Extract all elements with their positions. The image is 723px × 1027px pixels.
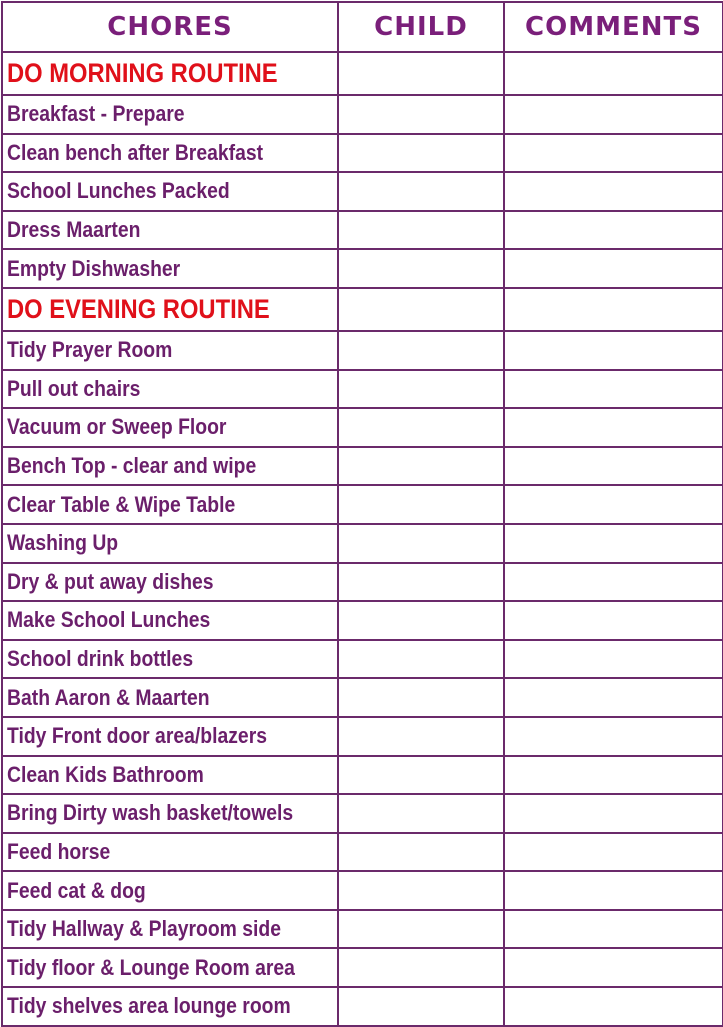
chore-label-text: Dry & put away dishes	[7, 568, 214, 594]
child-cell[interactable]	[338, 370, 504, 409]
child-cell[interactable]	[338, 678, 504, 717]
chore-label	[2, 640, 338, 679]
child-cell[interactable]	[338, 524, 504, 563]
child-cell[interactable]	[338, 331, 504, 370]
header-chores: CHORES	[2, 2, 338, 52]
chore-label	[2, 678, 338, 717]
child-cell[interactable]	[338, 871, 504, 910]
comments-cell[interactable]	[504, 485, 723, 524]
chore-label	[2, 408, 338, 447]
chore-label	[2, 524, 338, 563]
chore-label	[2, 563, 338, 602]
chore-row	[2, 524, 723, 563]
chore-row	[2, 678, 723, 717]
chore-label-text: Clear Table & Wipe Table	[7, 491, 236, 517]
chore-label	[2, 717, 338, 756]
chore-row	[2, 134, 723, 173]
chore-label	[2, 987, 338, 1026]
child-cell[interactable]	[338, 794, 504, 833]
chore-label-text: Clean Kids Bathroom	[7, 761, 204, 787]
chore-row	[2, 485, 723, 524]
child-cell[interactable]	[338, 288, 504, 331]
chore-row	[2, 948, 723, 987]
chore-label-text: Tidy Prayer Room	[7, 337, 173, 363]
comments-cell[interactable]	[504, 172, 723, 211]
chore-label-text: Tidy shelves area lounge room	[7, 993, 291, 1019]
child-cell[interactable]	[338, 211, 504, 250]
chore-label-text: Empty Dishwasher	[7, 255, 181, 281]
comments-cell[interactable]	[504, 987, 723, 1026]
section-label-text: DO MORNING ROUTINE	[7, 58, 278, 88]
comments-cell[interactable]	[504, 524, 723, 563]
comments-cell[interactable]	[504, 601, 723, 640]
chore-label	[2, 331, 338, 370]
child-cell[interactable]	[338, 249, 504, 288]
comments-cell[interactable]	[504, 134, 723, 173]
child-cell[interactable]	[338, 485, 504, 524]
comments-cell[interactable]	[504, 678, 723, 717]
chore-row	[2, 987, 723, 1026]
comments-cell[interactable]	[504, 871, 723, 910]
comments-cell[interactable]	[504, 288, 723, 331]
chore-label	[2, 485, 338, 524]
comments-cell[interactable]	[504, 833, 723, 872]
chore-row	[2, 910, 723, 949]
chore-label-text: Breakfast - Prepare	[7, 101, 185, 127]
chore-label-text: Tidy Hallway & Playroom side	[7, 916, 282, 942]
chore-label	[2, 172, 338, 211]
comments-cell[interactable]	[504, 408, 723, 447]
chore-label-text: Pull out chairs	[7, 375, 141, 401]
chore-label-text: Washing Up	[7, 530, 119, 556]
chore-row	[2, 408, 723, 447]
chore-label-text: Dress Maarten	[7, 217, 141, 243]
comments-cell[interactable]	[504, 640, 723, 679]
comments-cell[interactable]	[504, 249, 723, 288]
chore-label	[2, 871, 338, 910]
child-cell[interactable]	[338, 408, 504, 447]
chore-row	[2, 95, 723, 134]
comments-cell[interactable]	[504, 717, 723, 756]
chore-label-text: Vacuum or Sweep Floor	[7, 414, 227, 440]
chore-row	[2, 794, 723, 833]
chore-row	[2, 833, 723, 872]
chore-label	[2, 249, 338, 288]
chore-label-text: School drink bottles	[7, 646, 194, 672]
header-comments: COMMENTS	[504, 2, 723, 52]
comments-cell[interactable]	[504, 447, 723, 486]
chore-label	[2, 95, 338, 134]
comments-cell[interactable]	[504, 370, 723, 409]
child-cell[interactable]	[338, 447, 504, 486]
section-label	[2, 288, 338, 331]
child-cell[interactable]	[338, 987, 504, 1026]
chore-label	[2, 134, 338, 173]
chore-row	[2, 717, 723, 756]
section-label-text: DO EVENING ROUTINE	[7, 293, 270, 324]
chore-row	[2, 871, 723, 910]
chore-row	[2, 447, 723, 486]
chore-row	[2, 249, 723, 288]
child-cell[interactable]	[338, 563, 504, 602]
chore-label-text: Bath Aaron & Maarten	[7, 684, 210, 710]
chore-label-text: Feed cat & dog	[7, 877, 146, 903]
section-label	[2, 52, 338, 95]
comments-cell[interactable]	[504, 52, 723, 95]
chore-label-text: Bring Dirty wash basket/towels	[7, 800, 294, 826]
comments-cell[interactable]	[504, 948, 723, 987]
chore-row	[2, 172, 723, 211]
chore-row	[2, 601, 723, 640]
chore-label	[2, 948, 338, 987]
chore-label-text: Make School Lunches	[7, 607, 211, 633]
child-cell[interactable]	[338, 756, 504, 795]
chore-row	[2, 331, 723, 370]
comments-cell[interactable]	[504, 331, 723, 370]
header-row	[2, 2, 723, 52]
child-cell[interactable]	[338, 95, 504, 134]
chore-label	[2, 910, 338, 949]
chore-label	[2, 794, 338, 833]
chore-row	[2, 756, 723, 795]
chore-label	[2, 211, 338, 250]
chore-label-text: School Lunches Packed	[7, 178, 230, 204]
chore-label-text: Tidy floor & Lounge Room area	[7, 954, 295, 980]
comments-cell[interactable]	[504, 211, 723, 250]
child-cell[interactable]	[338, 948, 504, 987]
chore-table	[1, 1, 723, 1027]
chore-label-text: Bench Top - clear and wipe	[7, 453, 257, 479]
chore-row	[2, 370, 723, 409]
child-cell[interactable]	[338, 717, 504, 756]
chore-label	[2, 833, 338, 872]
child-cell[interactable]	[338, 833, 504, 872]
child-cell[interactable]	[338, 601, 504, 640]
chore-label-text: Clean bench after Breakfast	[7, 139, 264, 165]
comments-cell[interactable]	[504, 95, 723, 134]
chore-label-text: Feed horse	[7, 838, 111, 864]
section-row	[2, 288, 723, 331]
child-cell[interactable]	[338, 172, 504, 211]
comments-cell[interactable]	[504, 563, 723, 602]
comments-cell[interactable]	[504, 910, 723, 949]
chore-label	[2, 756, 338, 795]
child-cell[interactable]	[338, 910, 504, 949]
chore-label	[2, 370, 338, 409]
section-row	[2, 52, 723, 95]
chore-row	[2, 211, 723, 250]
comments-cell[interactable]	[504, 794, 723, 833]
chore-label-text: Tidy Front door area/blazers	[7, 723, 267, 749]
chore-rows	[2, 52, 723, 1026]
chore-label	[2, 601, 338, 640]
child-cell[interactable]	[338, 52, 504, 95]
header-child: CHILD	[338, 2, 504, 52]
child-cell[interactable]	[338, 134, 504, 173]
chore-label	[2, 447, 338, 486]
comments-cell[interactable]	[504, 756, 723, 795]
chore-row	[2, 640, 723, 679]
chore-row	[2, 563, 723, 602]
child-cell[interactable]	[338, 640, 504, 679]
